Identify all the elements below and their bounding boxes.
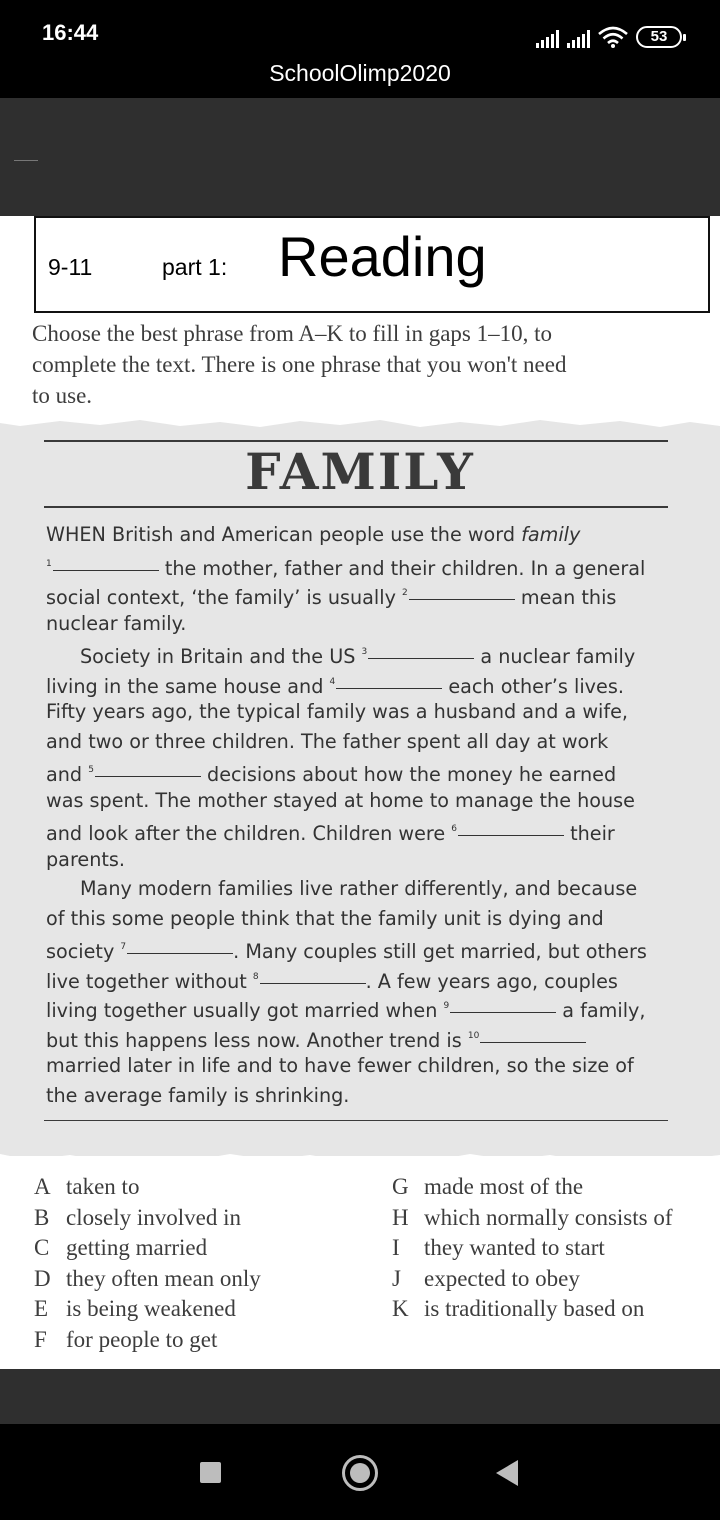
passage-line: [46, 638, 686, 668]
passage-text: each other’s lives.: [442, 674, 624, 698]
passage-text: a nuclear family: [474, 645, 636, 668]
document-page: [0, 216, 720, 1369]
option-item: E is being weakened: [34, 1296, 236, 1321]
passage-line: [46, 1081, 686, 1111]
option-item: C getting married: [34, 1235, 208, 1260]
header-part: part 1:: [162, 254, 228, 280]
gap-blank: [336, 688, 442, 689]
gap-blank: [95, 776, 201, 777]
gap-blank: [127, 953, 233, 954]
app-title: SchoolOlimp2020: [269, 60, 451, 86]
passage-text: live together without: [46, 969, 253, 993]
passage-text: the average family is shrinking.: [46, 1083, 350, 1107]
passage-line: [46, 815, 686, 845]
signal-icon: [567, 30, 590, 48]
article-title: FAMILY: [245, 442, 475, 501]
gap-blank: [450, 1012, 556, 1013]
passage-line: [46, 727, 686, 757]
header-box: [34, 216, 710, 313]
passage-text: their: [564, 822, 615, 845]
passage-text: was spent. The mother stayed at home to manage the house: [46, 788, 635, 812]
passage-line: [46, 756, 686, 786]
passage-line: [46, 579, 686, 609]
option-item: I they wanted to start: [392, 1235, 605, 1260]
passage-text: society: [46, 940, 121, 963]
torn-edge-top: [0, 416, 720, 430]
option-item: A taken to: [34, 1174, 140, 1199]
passage-text: and: [46, 763, 89, 786]
article-rule-bottom: [44, 1120, 668, 1121]
gap-blank: [409, 599, 515, 600]
passage-text: and two or three children. The father spent all day at work: [46, 729, 609, 753]
document-viewer[interactable]: [0, 98, 720, 1424]
signal-icon: [536, 30, 559, 48]
passage-line: [46, 1022, 686, 1052]
passage-text: . A few years ago, couples: [365, 969, 618, 993]
passage-text: social context, ‘the family’ is usually: [46, 586, 403, 609]
passage-text: but this happens less now. Another trend is: [46, 1028, 468, 1052]
passage-line: [46, 933, 686, 963]
passage-text: nuclear family.: [46, 611, 187, 635]
passage-text: mean this: [514, 586, 617, 609]
gap-number: 9: [443, 1001, 450, 1011]
battery-icon: 53: [636, 26, 682, 48]
gap-number: 8: [252, 971, 259, 982]
option-item: G made most of the: [392, 1174, 584, 1199]
passage-text: Fifty years ago, the typical family was a husband and a wife,: [46, 700, 629, 723]
option-item: H which normally consists of: [392, 1205, 673, 1230]
article-passage: [46, 520, 686, 1110]
passage-line: [46, 609, 686, 639]
option-item: F for people to get: [34, 1327, 218, 1352]
passage-line: [46, 904, 686, 934]
gap-number: 7: [120, 942, 127, 952]
passage-text: of this some people think that the family unit is dying and: [46, 906, 604, 930]
passage-line: [46, 786, 686, 816]
passage-text: living together usually got married when: [46, 999, 444, 1022]
title-rule-bottom: [44, 506, 668, 508]
instructions: [32, 318, 720, 411]
gap-number: 2: [402, 588, 408, 598]
torn-edge-bottom: [0, 1146, 720, 1170]
header-title: Reading: [278, 225, 487, 288]
passage-text: the mother, father and their children. In a general: [158, 556, 646, 580]
passage-line: [46, 550, 686, 580]
home-icon[interactable]: [342, 1455, 378, 1491]
gap-number: 10: [467, 1030, 480, 1041]
passage-text: parents.: [46, 847, 125, 871]
option-item: B closely involved in: [34, 1205, 242, 1230]
gap-number: 3: [361, 647, 368, 657]
navigation-bar: [0, 1424, 720, 1520]
gap-blank: [368, 658, 474, 659]
header-level: 9-11: [48, 254, 93, 280]
recent-apps-icon[interactable]: [200, 1462, 221, 1483]
passage-text: decisions about how the money he earned: [200, 763, 617, 786]
passage-text: married later in life and to have fewer children, so the size of: [46, 1054, 634, 1077]
passage-text: living in the same house and: [46, 674, 330, 698]
passage-line: [46, 1051, 686, 1081]
back-icon[interactable]: [496, 1460, 518, 1486]
status-time: 16:44: [42, 20, 99, 45]
instructions-line: Choose the best phrase from A–K to fill in gaps 1–10, to: [32, 321, 552, 346]
wifi-icon: [598, 26, 628, 48]
gap-number: 6: [451, 824, 458, 834]
gap-blank: [53, 570, 159, 571]
passage-text: family: [521, 523, 581, 546]
gap-blank: [260, 983, 366, 984]
page-divider: [14, 160, 38, 161]
passage-text: Society in Britain and the US: [80, 645, 362, 668]
gap-blank: [458, 835, 564, 836]
passage-line: [46, 697, 686, 727]
instructions-line: complete the text. There is one phrase that you won't need: [32, 352, 567, 377]
option-item: D they often mean only: [34, 1266, 261, 1291]
passage-line: [46, 845, 686, 875]
passage-line: [46, 963, 686, 993]
passage-text: WHEN British and American people use the word: [46, 523, 522, 546]
passage-line: [46, 992, 686, 1022]
passage-text: and look after the children. Children were: [46, 822, 452, 845]
option-item: K is traditionally based on: [392, 1296, 645, 1321]
passage-line: [46, 668, 686, 698]
status-bar: [0, 0, 720, 60]
option-item: J expected to obey: [392, 1266, 580, 1291]
status-icons: [536, 22, 682, 48]
passage-text: Many modern families live rather differently, and because: [80, 877, 638, 900]
app-bar: [0, 60, 720, 98]
gap-blank: [480, 1042, 586, 1043]
passage-line: [46, 874, 686, 904]
passage-line: [46, 520, 686, 550]
gap-number: 4: [329, 676, 336, 687]
passage-text: a family,: [556, 999, 646, 1022]
passage-text: . Many couples still get married, but others: [233, 940, 647, 963]
gap-number: 5: [88, 765, 94, 775]
instructions-line: to use.: [32, 383, 93, 408]
gap-number: 1: [46, 558, 52, 569]
